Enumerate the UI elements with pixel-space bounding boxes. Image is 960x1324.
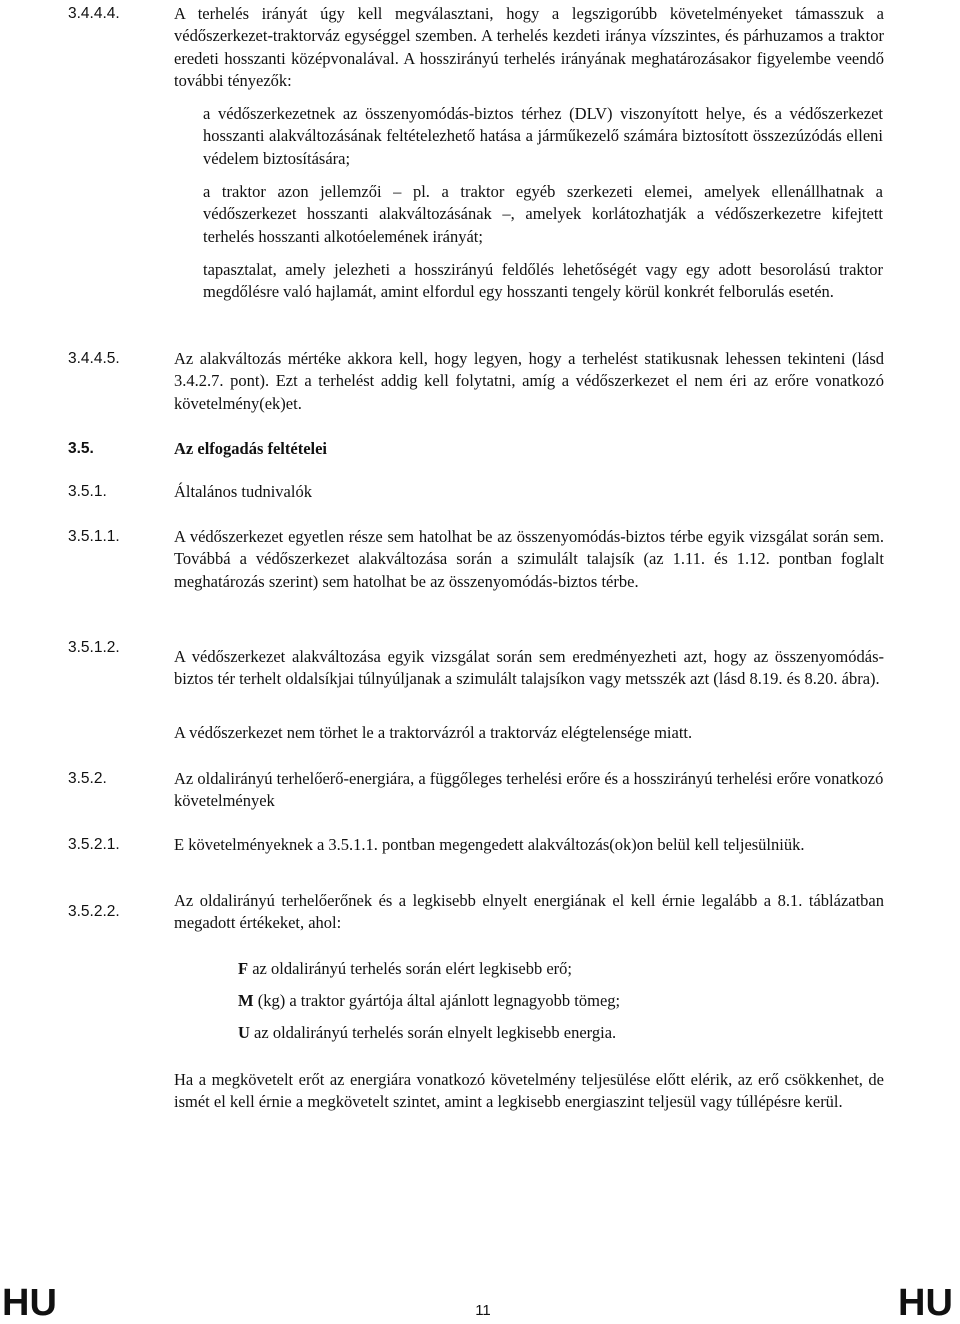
list-item-dlv-position: a védőszerkezetnek az összenyomódás-biztos térhez (DLV) viszonyított helye, és a védőszerkezet hosszanti alakváltozásának feltételezhető hatása a járműkezelő számára biztosított összezúzódás elleni védelem biztosítására;: [203, 104, 883, 168]
heading-3-5: Az elfogadás feltételei: [174, 439, 328, 458]
page-number: 11: [475, 1302, 491, 1319]
definition-symbol: M: [238, 991, 254, 1010]
definition-text: (kg) a traktor gyártója által ajánlott legnagyobb tömeg;: [257, 991, 621, 1010]
section-number-3-5-1-2: 3.5.1.2.: [68, 639, 120, 656]
section-number-3-5-1-1: 3.5.1.1.: [68, 528, 120, 545]
paragraph-3-5-1-1: A védőszerkezet egyetlen része sem hatolhat be az összenyomódás-biztos térbe egyik vizsgálat során sem. Továbbá a védőszerkezet alakváltozása során a szimulált talajsík (az 1.11. és 1.12. pontban foglalt meghatározás szerint) sem hatolhat be az összenyomódás-biztos térbe.: [174, 527, 884, 591]
paragraph-3-5-1-2-second: A védőszerkezet nem törhet le a traktorvázról a traktorváz elégtelensége miatt.: [174, 723, 693, 742]
section-number-3-5-2-2: 3.5.2.2.: [68, 903, 120, 920]
section-number-3-5-2: 3.5.2.: [68, 770, 107, 787]
definition-f: [238, 958, 878, 980]
paragraph-3-5-1-2: A védőszerkezet alakváltozása egyik vizsgálat során sem eredményezheti azt, hogy az összenyomódás-biztos tér terhelt oldalsíkjai túlnyúljanak a szimulált talajsíkon vagy metsszék azt (lásd 8.19. és 8.20. ábra).: [174, 647, 884, 689]
section-number-3-4-4-5: 3.4.4.5.: [68, 350, 120, 367]
paragraph-3-5-2-2: Az oldalirányú terhelőerőnek és a legkisebb elnyelt energiának el kell érnie legalább a 8.1. táblázatban megadott értékeket, ahol:: [174, 891, 884, 933]
section-number-3-5-2-1: 3.5.2.1.: [68, 836, 120, 853]
footer-country-code-left: HU: [2, 1282, 57, 1324]
section-number-3-4-4-4: 3.4.4.4.: [68, 5, 120, 22]
definition-m: [238, 990, 878, 1012]
definition-symbol: F: [238, 959, 249, 978]
section-number-3-5: 3.5.: [68, 440, 94, 457]
paragraph-closing: Ha a megkövetelt erőt az energiára vonatkozó követelmény teljesülése előtt elérik, az erő csökkenhet, de ismét el kell érnie a megkövetelt szintet, amint a legkisebb energiaszint teljesül vagy túllépésre kerül.: [174, 1070, 884, 1112]
definition-text: az oldalirányú terhelés során elnyelt legkisebb energia.: [254, 1023, 617, 1042]
heading-3-5-2: Az oldalirányú terhelőerő-energiára, a függőleges terhelési erőre és a hosszirányú terhelési erőre vonatkozó követelmények: [174, 769, 884, 811]
definition-symbol: U: [238, 1023, 250, 1042]
heading-3-5-1: Általános tudnivalók: [174, 482, 312, 501]
paragraph-3-5-2-1: E követelményeknek a 3.5.1.1. pontban megengedett alakváltozás(ok)on belül kell teljesülniük.: [174, 835, 805, 854]
section-number-3-5-1: 3.5.1.: [68, 483, 107, 500]
list-item-tractor-features: a traktor azon jellemzői – pl. a traktor egyéb szerkezeti elemei, amelyek ellenállhatnak a védőszerkezet hosszanti alakváltozásának –, amelyek korlátozhatják a védőszerkezetre kifejtett terhelés hosszanti alkotóelemének irányát;: [203, 182, 883, 246]
paragraph-3-4-4-5: Az alakváltozás mértéke akkora kell, hogy legyen, hogy a terhelést statikusnak lehessen tekinteni (lásd 3.4.2.7. pont). Ezt a terhelést addig kell folytatni, amíg a védőszerkezet el nem éri az erőre vonatkozó követelmény(ek)et.: [174, 349, 884, 413]
list-item-experience: tapasztalat, amely jelezheti a hosszirányú feldőlés lehetőségét vagy egy adott besorolású traktor megdőlésre való hajlamát, amint elfordul egy hosszanti tengely körül konkrét felborulás esetén.: [203, 260, 883, 302]
paragraph-3-4-4-4: A terhelés irányát úgy kell megválasztani, hogy a legszigorúbb követelményeket támasszuk a védőszerkezet-traktorváz egységgel szemben. A terhelés kezdeti iránya vízszintes, és párhuzamos a traktor eredeti hosszanti középvonalával. A hosszirányú terhelés irányának meghatározásakor figyelembe veendő további tényezők:: [174, 4, 884, 91]
definition-text: az oldalirányú terhelés során elért legkisebb erő;: [252, 959, 573, 978]
footer-country-code-right: HU: [898, 1282, 953, 1324]
definition-u: [238, 1022, 878, 1044]
